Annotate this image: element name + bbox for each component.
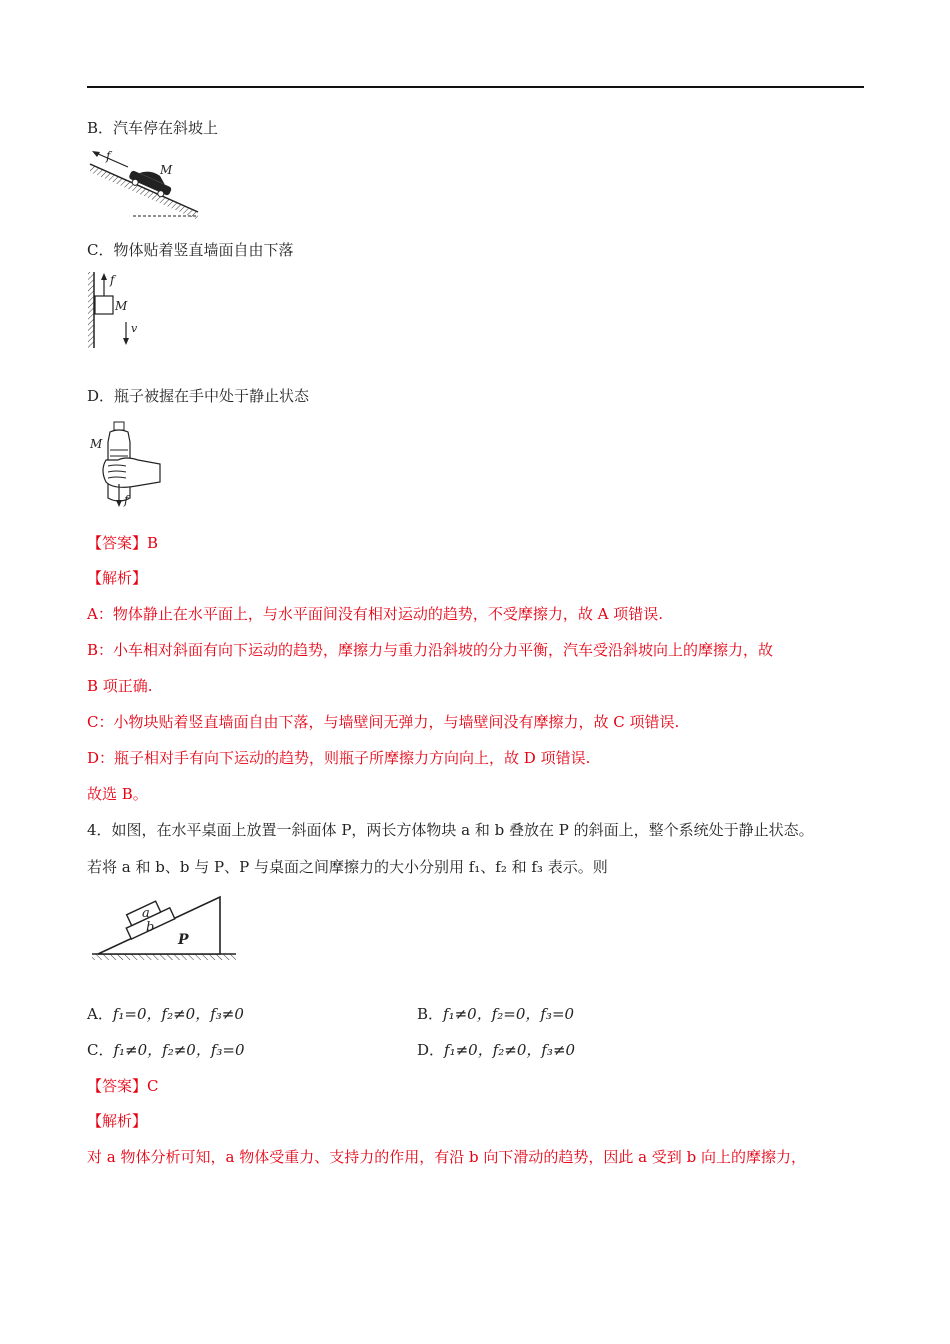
q4-stem-line1: 4．如图，在水平桌面上放置一斜面体 P，两长方体物块 a 和 b 叠放在 P 的斜面上，整个系统处于静止状态。 bbox=[87, 821, 814, 839]
q4-option-b bbox=[417, 1004, 574, 1024]
q3-conclusion: 故选 B。 bbox=[87, 785, 148, 803]
friction-label: f bbox=[106, 150, 111, 163]
arrow-down-icon bbox=[116, 500, 122, 507]
bottle-in-hand-figure bbox=[88, 420, 168, 510]
friction-arrow bbox=[96, 153, 128, 167]
q4-option-c bbox=[87, 1040, 245, 1060]
friction-label: f bbox=[110, 273, 115, 287]
option-text: f₁=0，f₂≠0，f₃≠0 bbox=[112, 1005, 244, 1023]
block-on-wall-figure bbox=[86, 270, 146, 350]
q3-explanation-b-cont: B 项正确. bbox=[87, 677, 153, 695]
option-b: B．汽车停在斜坡上 bbox=[87, 119, 219, 137]
option-text: f₁≠0，f₂=0，f₃=0 bbox=[443, 1005, 575, 1023]
bottle-cap bbox=[114, 422, 124, 430]
q3-analysis-title: 【解析】 bbox=[87, 569, 148, 587]
q3-explanation-b: B：小车相对斜面有向下运动的趋势，摩擦力与重力沿斜坡的分力平衡，汽车受沿斜坡向上的摩擦力，故 bbox=[87, 641, 774, 659]
block-a-label: a bbox=[142, 906, 150, 921]
q3-explanation-d: D：瓶子相对手有向下运动的趋势，则瓶子所摩擦力方向向上，故 D 项错误. bbox=[87, 749, 591, 767]
option-d: D．瓶子被握在手中处于静止状态 bbox=[87, 387, 310, 405]
q3-explanation-c: C：小物块贴着竖直墙面自由下落，与墙壁间无弹力，与墙壁间没有摩擦力，故 C 项错误. bbox=[87, 713, 680, 731]
friction-label: f bbox=[124, 493, 129, 507]
mass-label: M bbox=[115, 299, 128, 313]
block-b-label: b bbox=[146, 920, 155, 935]
header-rule bbox=[87, 86, 864, 88]
block-m bbox=[95, 296, 113, 314]
option-c: C．物体贴着竖直墙面自由下落 bbox=[87, 241, 294, 259]
option-label: D． bbox=[417, 1041, 445, 1059]
q4-stem-line2: 若将 a 和 b、b 与 P、P 与桌面之间摩擦力的大小分别用 f₁、f₂ 和 f₃ 表示。则 bbox=[87, 858, 608, 876]
incline-label: P bbox=[178, 932, 189, 948]
q3-explanation-a: A：物体静止在水平面上，与水平面间没有相对运动的趋势，不受摩擦力，故 A 项错误. bbox=[87, 605, 663, 623]
q3-answer: 【答案】B bbox=[87, 534, 159, 552]
option-label: C． bbox=[87, 1041, 114, 1059]
mass-label: M bbox=[160, 163, 173, 177]
q4-option-a bbox=[87, 1004, 244, 1024]
table-hatch bbox=[92, 954, 236, 960]
q4-answer: 【答案】C bbox=[87, 1077, 159, 1095]
wall-hatch bbox=[88, 272, 94, 348]
arrow-up-icon bbox=[101, 273, 107, 280]
hand-icon bbox=[103, 458, 160, 487]
q4-option-d bbox=[417, 1040, 575, 1060]
option-text: f₁≠0，f₂≠0，f₃=0 bbox=[113, 1041, 245, 1059]
incline-blocks-figure bbox=[90, 892, 240, 964]
slope-line bbox=[90, 164, 198, 212]
mass-label: M bbox=[90, 437, 103, 451]
arrow-down-icon bbox=[123, 338, 129, 345]
car-on-slope-figure bbox=[88, 150, 203, 222]
q4-analysis-text: 对 a 物体分析可知，a 物体受重力、支持力的作用，有沿 b 向下滑动的趋势，因此 a 受到 b 向上的摩擦力， bbox=[87, 1148, 806, 1166]
option-text: f₁≠0，f₂≠0，f₃≠0 bbox=[444, 1041, 576, 1059]
velocity-label: v bbox=[131, 322, 138, 335]
option-label: B． bbox=[417, 1005, 444, 1023]
q4-analysis-title: 【解析】 bbox=[87, 1112, 148, 1130]
option-label: A． bbox=[87, 1005, 113, 1023]
